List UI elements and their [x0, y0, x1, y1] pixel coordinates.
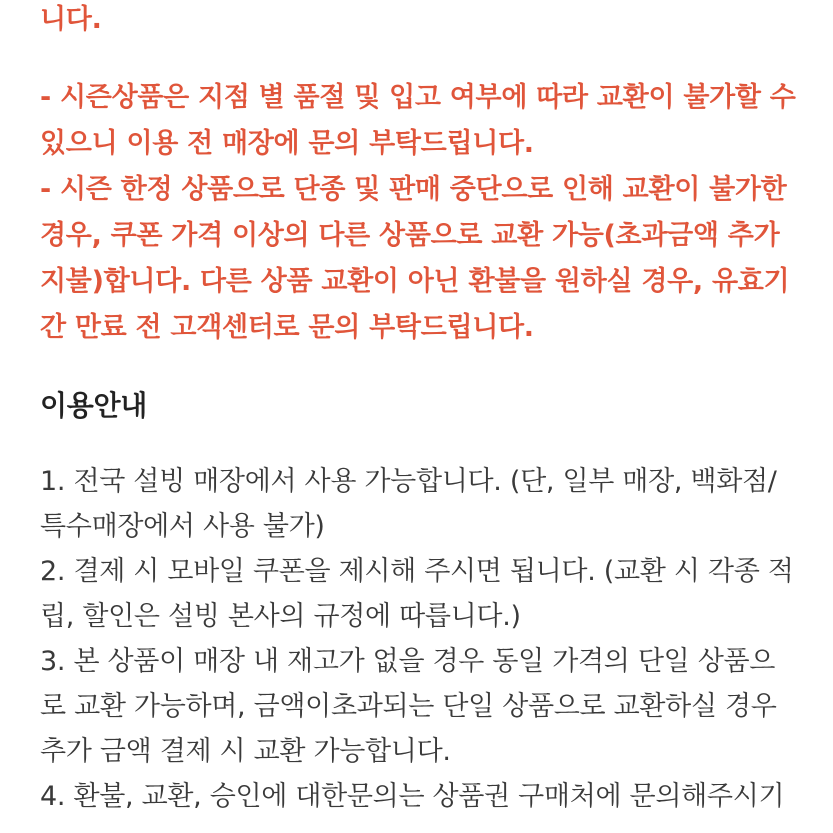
guide-line-4: 립, 할인은 설빙 본사의 규정에 따릅니다.): [40, 601, 521, 632]
guide-line-1: 1. 전국 설빙 매장에서 사용 가능합니다. (단, 일부 매장, 백화점/: [40, 466, 777, 497]
guide-line-2: 특수매장에서 사용 불가): [40, 511, 325, 542]
guide-line-3: 2. 결제 시 모바일 쿠폰을 제시해 주시면 됩니다. (교환 시 각종 적: [40, 556, 794, 587]
notice-line-4: - 시즌 한정 상품으로 단종 및 판매 중단으로 인해 교환이 불가한: [40, 174, 787, 205]
notice-line-7: 간 만료 전 고객센터로 문의 부탁드립니다.: [40, 312, 534, 343]
notice-line-2: - 시즌상품은 지점 별 품절 및 입고 여부에 따라 교환이 불가할 수: [40, 82, 796, 113]
notice-line-3: 있으니 이용 전 매장에 문의 부탁드립니다.: [40, 128, 534, 159]
notice-line-5: 경우, 쿠폰 가격 이상의 다른 상품으로 교환 가능(초과금액 추가: [40, 220, 780, 251]
usage-guide-title: 이용안내: [40, 389, 147, 422]
guide-line-8: 4. 환불, 교환, 승인에 대한문의는 상품권 구매처에 문의해주시기: [40, 781, 785, 812]
notice-line-1: 니다.: [40, 4, 102, 35]
guide-line-5: 3. 본 상품이 매장 내 재고가 없을 경우 동일 가격의 단일 상품으: [40, 646, 776, 677]
guide-line-6: 로 교환 가능하며, 금액이초과되는 단일 상품으로 교환하실 경우: [40, 691, 777, 722]
guide-line-7: 추가 금액 결제 시 교환 가능합니다.: [40, 736, 451, 767]
notice-line-6: 지불)합니다. 다른 상품 교환이 아닌 환불을 원하실 경우, 유효기: [40, 266, 790, 297]
